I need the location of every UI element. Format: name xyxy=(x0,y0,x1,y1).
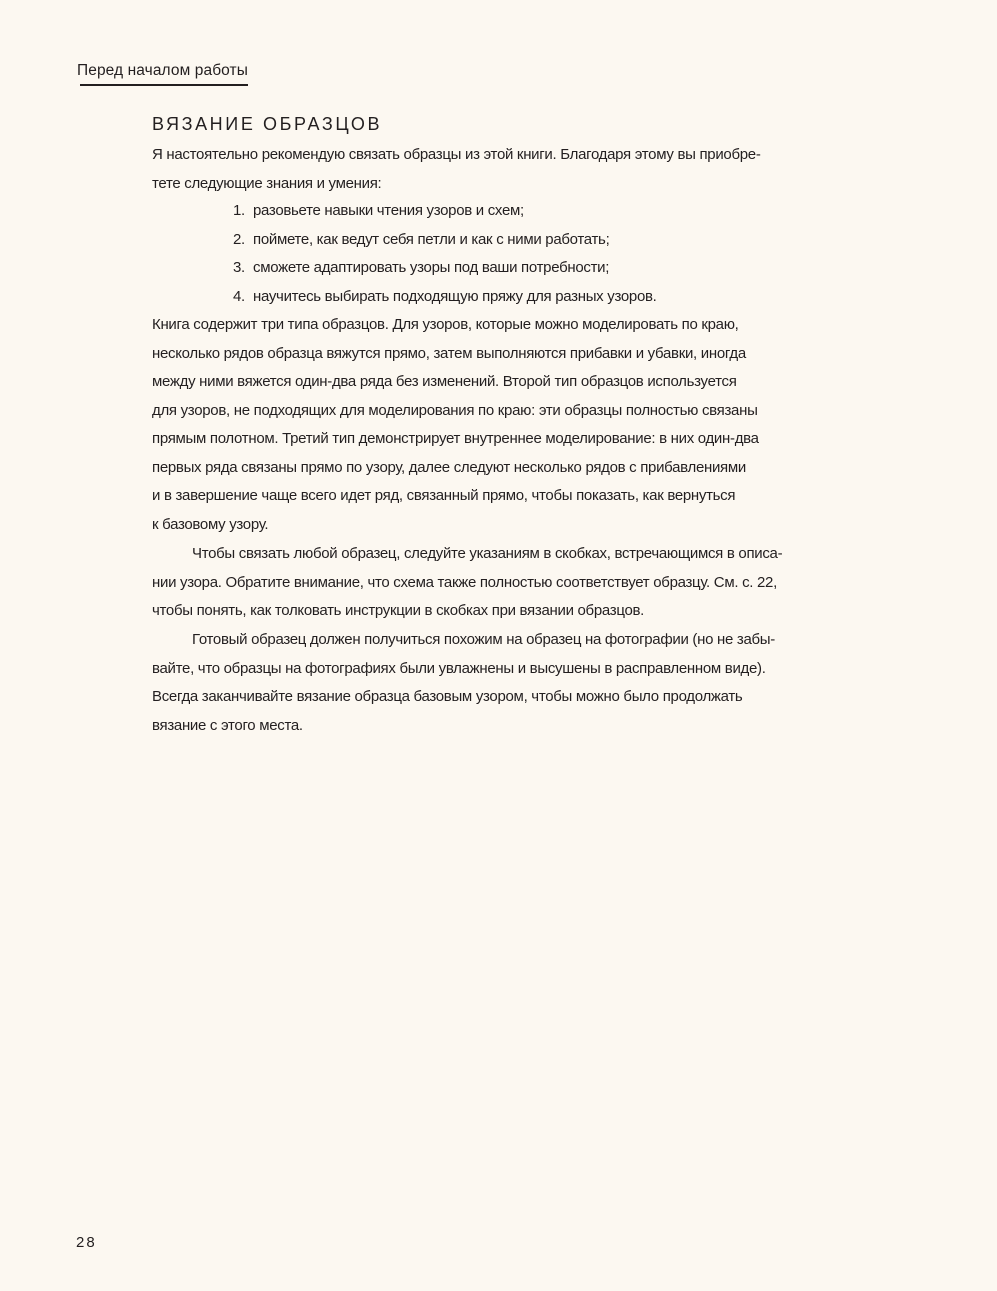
text-line: к базовому узору. xyxy=(152,515,269,533)
page-number: 28 xyxy=(76,1234,97,1251)
list-item-number: 4. xyxy=(233,287,245,305)
paragraph-brackets xyxy=(152,540,877,626)
list-item-number: 1. xyxy=(233,202,245,219)
list-item xyxy=(233,197,657,226)
paragraph-sample-types xyxy=(152,311,877,539)
list-item xyxy=(233,226,657,255)
list-item-text: сможете адаптировать узоры под ваши потребности; xyxy=(253,259,610,276)
intro-paragraph xyxy=(152,141,877,198)
list-item-text: поймете, как ведут себя петли и как с ними работать; xyxy=(253,230,610,248)
text-line: вайте, что образцы на фотографиях были увлажнены и высушены в расправленном виде). xyxy=(152,659,766,677)
text-line: между ними вяжется один-два ряда без изменений. Второй тип образцов используется xyxy=(152,373,737,390)
skills-list xyxy=(233,197,657,311)
header-rule xyxy=(80,84,248,86)
list-item xyxy=(233,254,657,283)
text-line: Готовый образец должен получиться похожим на образец на фотографии (но не забы- xyxy=(192,631,775,648)
text-line: Всегда заканчивайте вязание образца базовым узором, чтобы можно было продолжать xyxy=(152,688,743,705)
text-line: прямым полотном. Третий тип демонстрирует внутреннее моделирование: в них один-два xyxy=(152,430,759,447)
paragraph-finished-sample xyxy=(152,626,877,740)
running-header: Перед началом работы xyxy=(77,62,248,79)
list-item-number: 3. xyxy=(233,259,245,276)
text-line: первых ряда связаны прямо по узору, далее следуют несколько рядов с прибавлениями xyxy=(152,458,746,476)
list-item-text: научитесь выбирать подходящую пряжу для разных узоров. xyxy=(253,287,657,305)
text-line: для узоров, не подходящих для моделирования по краю: эти образцы полностью связаны xyxy=(152,401,758,419)
text-line: Я настоятельно рекомендую связать образцы из этой книги. Благодаря этому вы приобре- xyxy=(152,146,761,163)
text-line: чтобы понять, как толковать инструкции в скобках при вязании образцов. xyxy=(152,602,645,619)
text-line: Книга содержит три типа образцов. Для узоров, которые можно моделировать по краю, xyxy=(152,316,739,333)
text-line: несколько рядов образца вяжутся прямо, затем выполняются прибавки и убавки, иногда xyxy=(152,344,746,362)
section-title: ВЯЗАНИЕ ОБРАЗЦОВ xyxy=(152,114,383,134)
list-item-text: разовьете навыки чтения узоров и схем; xyxy=(253,202,524,219)
text-line: и в завершение чаще всего идет ряд, связанный прямо, чтобы показать, как вернуться xyxy=(152,487,736,504)
text-line: тете следующие знания и умения: xyxy=(152,174,382,192)
text-line: Чтобы связать любой образец, следуйте указаниям в скобках, встречающимся в описа- xyxy=(192,545,783,562)
text-line: вязание с этого места. xyxy=(152,716,303,734)
list-item xyxy=(233,283,657,312)
text-line: нии узора. Обратите внимание, что схема также полностью соответствует образцу. См. с. 22, xyxy=(152,573,777,591)
list-item-number: 2. xyxy=(233,230,245,248)
